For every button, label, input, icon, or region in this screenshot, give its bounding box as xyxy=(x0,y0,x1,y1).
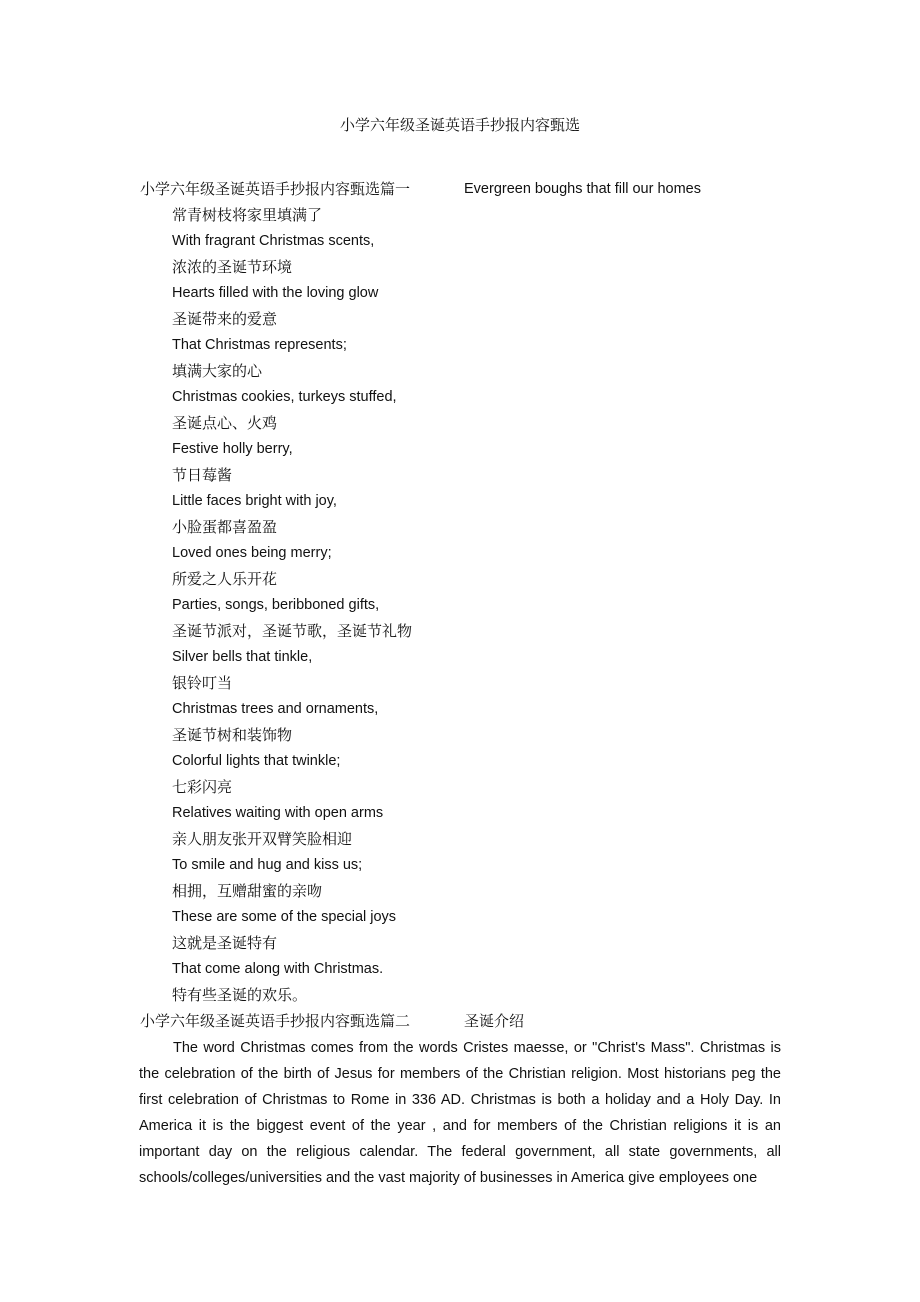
section-one-heading-row xyxy=(140,178,701,200)
poem-line: 七彩闪亮 xyxy=(172,778,233,796)
poem-line: 圣诞带来的爱意 xyxy=(172,310,278,328)
section-two-heading-row xyxy=(140,1010,525,1032)
poem-line: 相拥，互赠甜蜜的亲吻 xyxy=(172,882,323,900)
poem-line: 圣诞节派对，圣诞节歌，圣诞节礼物 xyxy=(172,622,413,640)
section-two-heading: 小学六年级圣诞英语手抄报内容甄选篇二 xyxy=(140,1012,411,1030)
page-title: 小学六年级圣诞英语手抄报内容甄选 xyxy=(339,116,580,134)
poem-line: 填满大家的心 xyxy=(172,362,263,380)
poem-line: 小脸蛋都喜盈盈 xyxy=(172,518,278,536)
poem-line: 常青树枝将家里填满了 xyxy=(172,206,323,224)
poem-line: That come along with Christmas. xyxy=(172,961,384,977)
poem-line: 所爱之人乐开花 xyxy=(172,570,278,588)
poem-line: Christmas trees and ornaments, xyxy=(172,701,379,717)
poem-line: With fragrant Christmas scents, xyxy=(172,233,375,249)
poem-line: Silver bells that tinkle, xyxy=(172,649,313,665)
poem-line: 银铃叮当 xyxy=(172,674,233,692)
section-one-heading: 小学六年级圣诞英语手抄报内容甄选篇一 xyxy=(140,180,411,198)
poem-line: Colorful lights that twinkle; xyxy=(172,753,341,769)
poem-line: Parties, songs, beribboned gifts, xyxy=(172,597,380,613)
poem-line: Relatives waiting with open arms xyxy=(172,805,384,821)
poem-lines xyxy=(172,202,412,1008)
poem-line: 这就是圣诞特有 xyxy=(172,934,278,952)
poem-line: Little faces bright with joy, xyxy=(172,493,337,509)
poem-first-line: Evergreen boughs that fill our homes xyxy=(464,181,701,197)
poem-line: 节日莓酱 xyxy=(172,466,233,484)
poem-line: Festive holly berry, xyxy=(172,441,293,457)
body-paragraph: The word Christmas comes from the words Cristes maesse, or "Christ's Mass". Christmas is the celebration of the birth of Jesus for members of the Christian religion. Most historians peg the first celebration of Christmas to Rome in 336 AD. Christmas is both a holiday and a Holy Day. In America it is the biggest event of the year , and for members of the Christian religions it is an important day on the religious calendar. The federal government, all state governments, all schools/colleges/universities and the vast majority of businesses in America give employees one xyxy=(139,1040,781,1186)
poem-line: 特有些圣诞的欢乐。 xyxy=(172,986,308,1004)
poem-line: Loved ones being merry; xyxy=(172,545,332,561)
poem-line: These are some of the special joys xyxy=(172,909,397,925)
poem-line: Hearts filled with the loving glow xyxy=(172,285,379,301)
poem-line: That Christmas represents; xyxy=(172,337,347,353)
poem-line: Christmas cookies, turkeys stuffed, xyxy=(172,389,397,405)
section-two-subheading: 圣诞介绍 xyxy=(464,1012,525,1030)
poem-line: 圣诞节树和装饰物 xyxy=(172,726,293,744)
poem-line: 亲人朋友张开双臂笑脸相迎 xyxy=(172,830,353,848)
poem-line: To smile and hug and kiss us; xyxy=(172,857,363,873)
poem-line: 圣诞点心、火鸡 xyxy=(172,414,278,432)
poem-line: 浓浓的圣诞节环境 xyxy=(172,258,293,276)
